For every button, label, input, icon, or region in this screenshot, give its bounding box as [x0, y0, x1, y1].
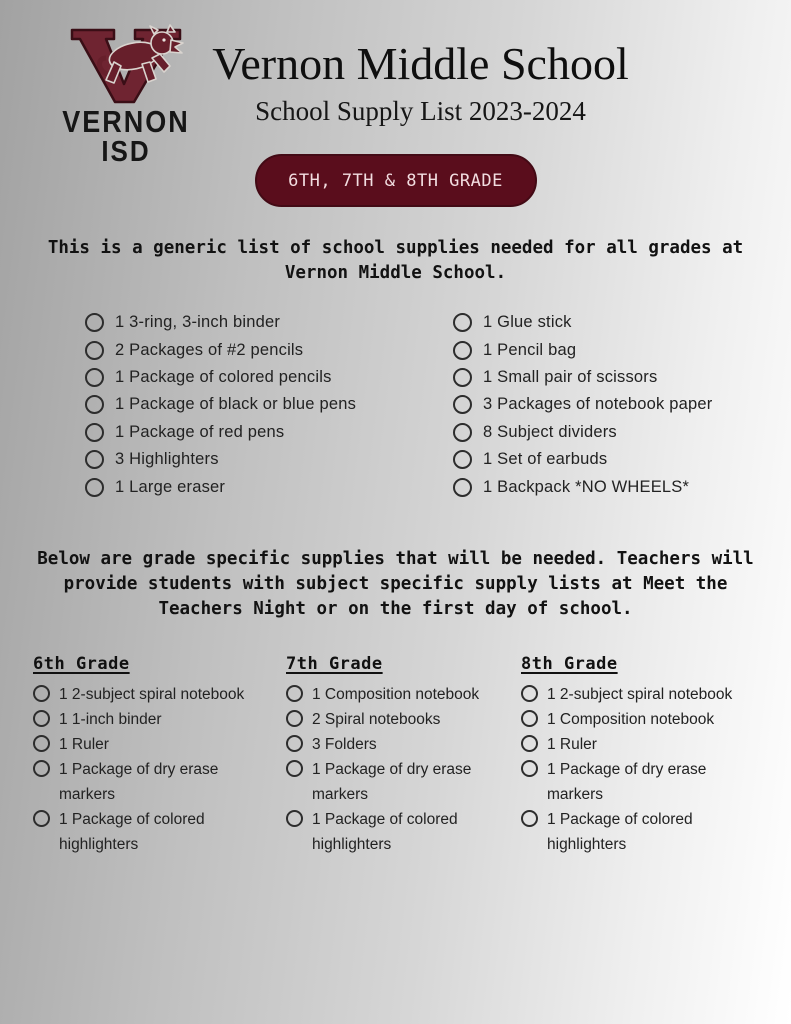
- supply-item: [286, 707, 528, 732]
- checkbox-circle: [521, 710, 538, 727]
- supply-item: [85, 391, 356, 418]
- grade-heading-8th: 8th Grade: [521, 654, 618, 674]
- supply-item: [453, 446, 712, 473]
- supply-item: [286, 807, 528, 857]
- supply-item-label: 1 Package of red pens: [115, 422, 285, 441]
- supply-item-label: 1 3-ring, 3-inch binder: [115, 313, 281, 332]
- grade-column-6th: [33, 654, 275, 857]
- supply-item-label: 1 Composition notebook: [547, 711, 715, 728]
- supply-item: [521, 682, 763, 707]
- supply-item: [521, 807, 763, 857]
- checkbox-circle: [85, 395, 104, 414]
- checkbox-circle: [453, 423, 472, 442]
- supply-item-label: 1 Package of dry erase markers: [59, 761, 219, 803]
- supply-item-label: 1 Package of black or blue pens: [115, 395, 357, 414]
- checkbox-circle: [453, 313, 472, 332]
- supply-item-label: 1 Package of dry erase markers: [312, 761, 472, 803]
- checkbox-circle: [521, 685, 538, 702]
- checkbox-circle: [33, 810, 50, 827]
- generic-list-left-column: [85, 309, 356, 501]
- supply-item-label: 1 Package of colored pencils: [115, 367, 332, 386]
- supply-item-label: 1 Package of colored highlighters: [59, 811, 205, 853]
- supply-item: [85, 309, 356, 336]
- supply-item: [286, 757, 528, 807]
- checkbox-circle: [521, 810, 538, 827]
- page-title: Vernon Middle School: [212, 38, 629, 89]
- checkbox-circle: [286, 760, 303, 777]
- supply-item: [521, 732, 763, 757]
- supply-item: [453, 336, 712, 363]
- supply-item: [521, 707, 763, 732]
- header-titles: [188, 36, 653, 127]
- checkbox-circle: [286, 685, 303, 702]
- supply-item: [453, 391, 712, 418]
- supply-item-label: 1 Small pair of scissors: [483, 367, 658, 386]
- vernon-isd-emblem-icon: [64, 24, 188, 106]
- supply-item: [453, 473, 712, 500]
- logo-org-name: VERNON: [62, 104, 190, 139]
- supply-item-label: 1 Pencil bag: [483, 340, 577, 359]
- supply-item-label: 3 Folders: [312, 736, 377, 753]
- checkbox-circle: [85, 423, 104, 442]
- checkbox-circle: [33, 735, 50, 752]
- generic-list-right-column: [453, 309, 712, 501]
- supply-item: [85, 446, 356, 473]
- supply-item-label: 2 Packages of #2 pencils: [115, 340, 304, 359]
- checkbox-circle: [85, 478, 104, 497]
- grade-column-7th: [286, 654, 528, 857]
- checkbox-circle: [85, 368, 104, 387]
- supply-item: [85, 364, 356, 391]
- checkbox-circle: [521, 735, 538, 752]
- supply-item: [453, 364, 712, 391]
- checkbox-circle: [286, 810, 303, 827]
- supply-item-label: 1 Package of dry erase markers: [547, 761, 707, 803]
- grade-note-text: Below are grade specific supplies that will be needed. Teachers will provide students with subject specific supply lists at Meet the Teachers Night or on the first day of school.: [37, 549, 754, 619]
- intro-text: This is a generic list of school supplies needed for all grades at Vernon Middle School.: [47, 238, 744, 283]
- supply-item: [33, 807, 275, 857]
- checkbox-circle: [453, 341, 472, 360]
- grade-badge: [255, 154, 537, 207]
- checkbox-circle: [33, 710, 50, 727]
- supply-item-label: 1 Ruler: [59, 736, 109, 753]
- grade-heading-6th: 6th Grade: [33, 654, 130, 674]
- supply-item-label: 1 2-subject spiral notebook: [547, 686, 733, 703]
- supply-item-label: 2 Spiral notebooks: [312, 711, 441, 728]
- supply-item: [286, 732, 528, 757]
- page-subtitle: School Supply List 2023-2024: [255, 96, 586, 126]
- supply-item: [33, 732, 275, 757]
- checkbox-circle: [453, 450, 472, 469]
- supply-item-label: 8 Subject dividers: [483, 422, 617, 441]
- checkbox-circle: [453, 368, 472, 387]
- supply-item: [453, 309, 712, 336]
- grade-heading-7th: 7th Grade: [286, 654, 383, 674]
- supply-item: [85, 336, 356, 363]
- grade-column-8th: [521, 654, 763, 857]
- vernon-isd-logo: [55, 24, 197, 168]
- grade-note-text-wrap: [0, 547, 791, 622]
- supply-item-label: 1 Package of colored highlighters: [312, 811, 458, 853]
- checkbox-circle: [33, 685, 50, 702]
- supply-item: [33, 707, 275, 732]
- supply-item-label: 1 2-subject spiral notebook: [59, 686, 245, 703]
- supply-item-label: 1 Glue stick: [483, 313, 572, 332]
- supply-item: [33, 682, 275, 707]
- supply-item: [521, 757, 763, 807]
- checkbox-circle: [453, 395, 472, 414]
- checkbox-circle: [85, 341, 104, 360]
- logo-org-suffix: ISD: [101, 133, 151, 168]
- supply-item-label: 1 1-inch binder: [59, 711, 162, 728]
- supply-item: [33, 757, 275, 807]
- supply-item-label: 3 Packages of notebook paper: [483, 395, 713, 414]
- grade-badge-label: 6TH, 7TH & 8TH GRADE: [288, 170, 503, 191]
- checkbox-circle: [286, 735, 303, 752]
- supply-item-label: 1 Composition notebook: [312, 686, 480, 703]
- checkbox-circle: [85, 313, 104, 332]
- supply-item-label: 1 Backpack *NO WHEELS*: [483, 477, 690, 496]
- supply-item: [85, 473, 356, 500]
- intro-text-wrap: [0, 236, 791, 286]
- supply-item: [85, 419, 356, 446]
- supply-item-label: 1 Large eraser: [115, 477, 226, 496]
- checkbox-circle: [286, 710, 303, 727]
- supply-item: [286, 682, 528, 707]
- supply-item-label: 1 Set of earbuds: [483, 450, 608, 469]
- supply-item: [453, 419, 712, 446]
- checkbox-circle: [85, 450, 104, 469]
- supply-item-label: 3 Highlighters: [115, 450, 219, 469]
- checkbox-circle: [521, 760, 538, 777]
- checkbox-circle: [453, 478, 472, 497]
- checkbox-circle: [33, 760, 50, 777]
- supply-item-label: 1 Package of colored highlighters: [547, 811, 693, 853]
- supply-item-label: 1 Ruler: [547, 736, 597, 753]
